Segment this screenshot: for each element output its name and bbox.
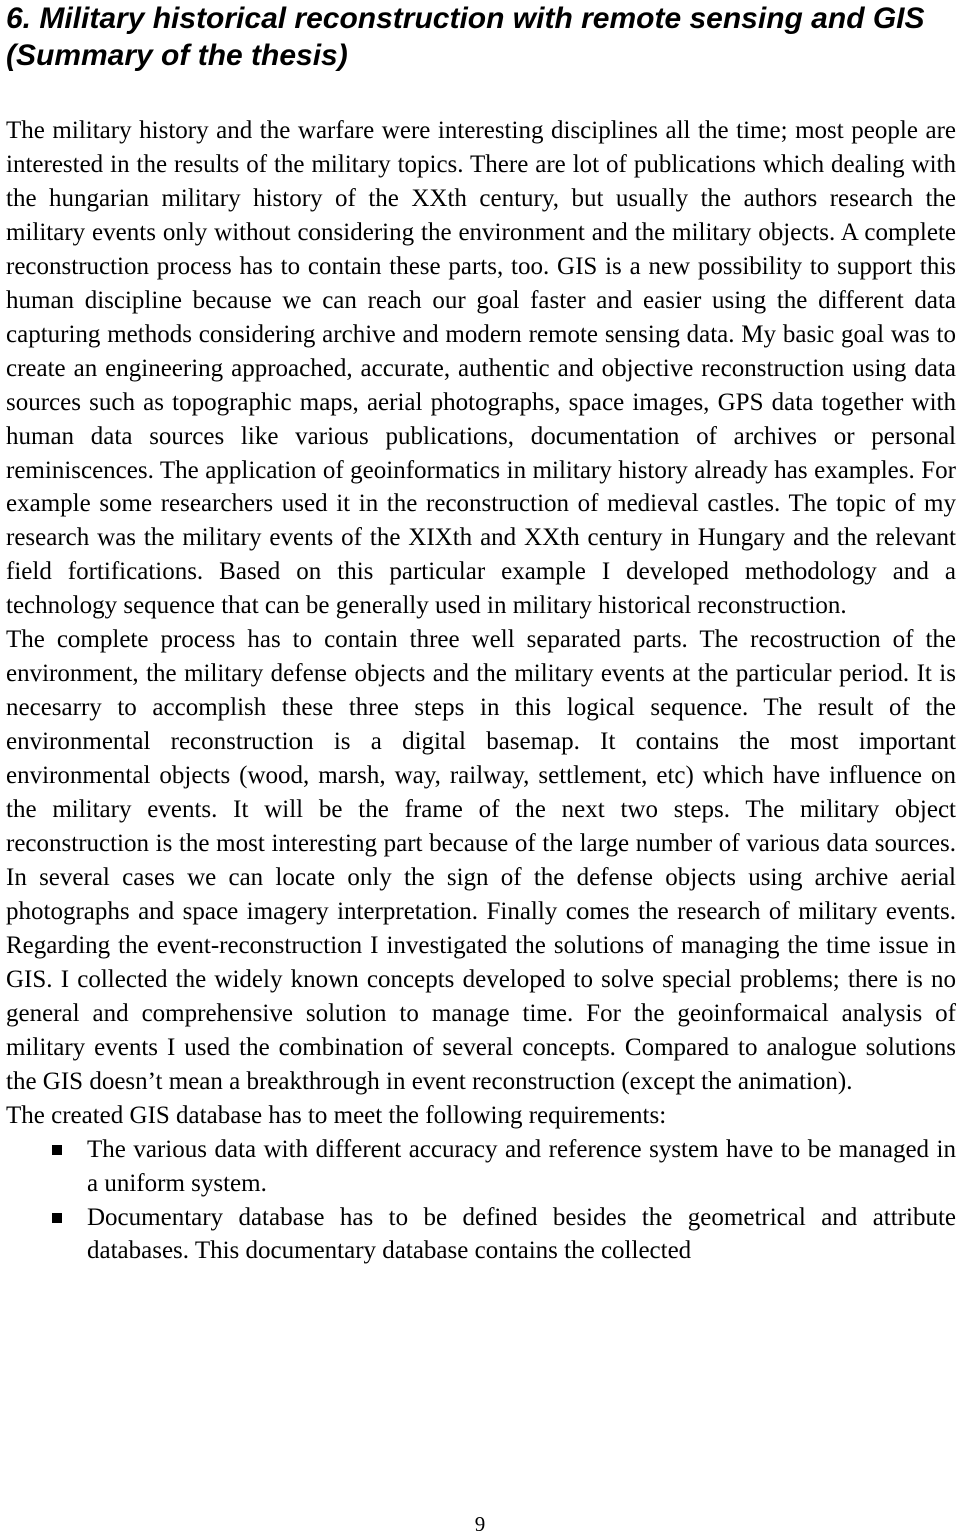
paragraph-2: The complete process has to contain three well separated parts. The recostruction of the environment, the military defense objects and the military events at the particular period. It is necesarry to accomplish these three steps in this logical sequence. The result of the environmental reconstruction is a digital basemap. It contains the most important environmental objects (wood, marsh, way, railway, settlement, etc) which have influence on the military events. It will be the frame of the next two steps. The military object reconstruction is the most interesting part because of the large number of various data sources. In several cases we can locate only the sign of the defense objects using archive aerial photographs and space imagery interpretation. Finally comes the research of military events. Regarding the event-reconstruction I investigated the solutions of managing the time issue in GIS. I collected the widely known concepts developed to solve special problems; there is no general and comprehensive solution to manage time. For the geoinformaical analysis of military events I used the combination of several concepts. Compared to analogue solutions the GIS doesn’t mean a breakthrough in event reconstruction (except the animation). — [6, 626, 956, 1095]
requirement-text: The various data with different accuracy and reference system have to be managed in a uniform system. — [87, 1135, 956, 1197]
section-title: 6. Military historical reconstruction with remote sensing and GIS (Summary of the thesis) — [6, 2, 925, 72]
requirement-text: Documentary database has to be defined besides the geometrical and attribute databases. This documentary database contains the collected — [87, 1203, 956, 1265]
square-bullet-icon — [52, 1145, 62, 1155]
page-number: 9 — [474, 1512, 486, 1536]
document-body — [6, 114, 956, 1268]
paragraph-1: The military history and the warfare were interesting disciplines all the time; most people are interested in the results of the military topics. There are lot of publications which dealing with the hungarian military history of the XXth century, but usually the authors research the military events only without considering the environment and the military objects. A complete reconstruction process has to contain these parts, too. GIS is a new possibility to support this human discipline because we can reach our goal faster and easier using the different data capturing methods considering archive and modern remote sensing data. My basic goal was to create an engineering approached, accurate, authentic and objective reconstruction using data sources such as topographic maps, aerial photographs, space images, GPS data together with human data sources like various publications, documentation of archives or personal reminiscences. The application of geoinformatics in military history already has examples. For example some researchers used it in the reconstruction of medieval castles. The topic of my research was the military events of the XIXth and XXth century in Hungary and the relevant field fortifications. Based on this particular example I developed methodology and a technology sequence that can be generally used in military historical reconstruction. — [6, 117, 956, 620]
requirements-list — [6, 1133, 956, 1269]
requirement-item-1 — [6, 1133, 956, 1201]
square-bullet-icon — [52, 1213, 62, 1223]
requirement-item-2 — [6, 1201, 956, 1269]
requirements-intro: The created GIS database has to meet the following requirements: — [6, 1101, 667, 1129]
